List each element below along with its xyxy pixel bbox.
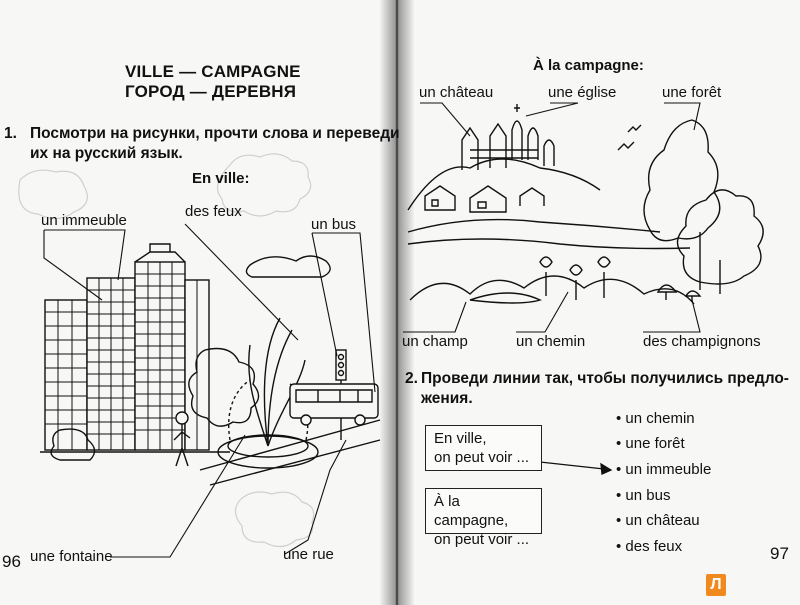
city-heading: En ville: [192, 170, 250, 187]
countryside-illustration [408, 104, 763, 304]
label-chemin: un chemin [516, 333, 586, 350]
label-champignons: des champignons [643, 333, 761, 350]
publisher-logo: Л [706, 574, 726, 596]
countryside-heading: À la campagne: [533, 57, 644, 74]
title-french: VILLE — CAMPAGNE [125, 62, 301, 81]
label-foret: une forêt [662, 84, 722, 101]
label-immeuble: un immeuble [41, 212, 127, 229]
label-champ: un champ [402, 333, 468, 350]
task2-instruction-line1: Проведи линии так, чтобы получились предло- [421, 370, 789, 387]
example-arrow [540, 462, 611, 474]
label-feux: des feux [185, 203, 242, 220]
task1-number: 1. [4, 125, 17, 142]
sentence-box-campagne-line2: on peut voir ... [434, 531, 530, 548]
label-chateau: un château [419, 84, 494, 101]
task1-instruction-line1: Посмотри на рисунки, прочти слова и переведи [30, 125, 400, 142]
option-feux[interactable]: • des feux [616, 538, 683, 555]
label-eglise: une église [548, 84, 617, 101]
label-rue: une rue [283, 546, 334, 563]
label-bus: un bus [311, 216, 357, 233]
sentence-box-campagne[interactable] [425, 488, 542, 548]
option-chemin[interactable]: • un chemin [616, 410, 695, 427]
sentence-box-ville-line1: En ville, [434, 430, 487, 447]
city-illustration [40, 244, 380, 485]
countryside-leader-lines [403, 103, 700, 332]
page-number-left: 96 [2, 552, 21, 571]
page-number-right: 97 [770, 544, 789, 563]
title-russian: ГОРОД — ДЕРЕВНЯ [125, 82, 297, 101]
label-fontaine: une fontaine [30, 548, 113, 565]
sentence-box-ville-line2: on peut voir ... [434, 449, 530, 466]
task2-number: 2. [405, 370, 418, 387]
sentence-box-ville[interactable] [425, 425, 542, 471]
sentence-box-campagne-line1: À la campagne, [434, 493, 509, 529]
option-chateau[interactable]: • un château [616, 512, 700, 529]
option-foret[interactable]: • une forêt [616, 435, 685, 452]
option-bus[interactable]: • un bus [616, 487, 671, 504]
task2-instruction-line2: жения. [421, 390, 473, 407]
task1-instruction-line2: их на русский язык. [30, 145, 183, 162]
option-immeuble[interactable]: • un immeuble [616, 461, 712, 478]
